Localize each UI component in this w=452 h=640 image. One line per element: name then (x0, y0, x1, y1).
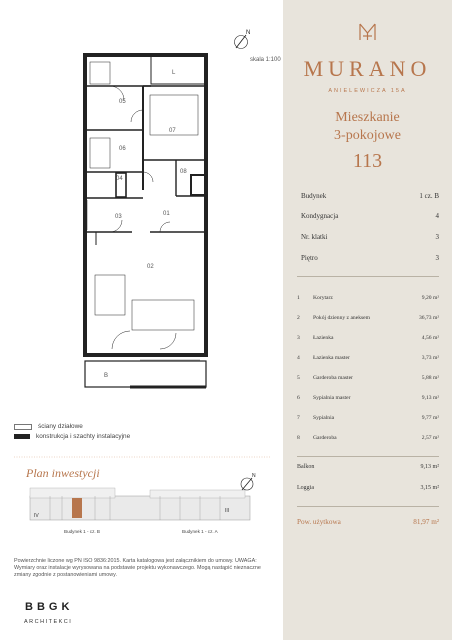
room-number: 5 (297, 375, 300, 381)
apartment-line2: 3-pokojowe (334, 128, 401, 143)
detail-label: Kondygnacja (301, 212, 339, 220)
room-row (297, 335, 439, 341)
investment-title: Plan inwestycji (26, 466, 100, 480)
total-row (297, 518, 439, 526)
room-name: Łazienka master (313, 355, 350, 361)
divider (297, 276, 439, 277)
extra-row (297, 464, 439, 470)
room-label-07: 07 (169, 128, 176, 134)
brand-name: MURANO (303, 56, 432, 81)
room-row (297, 435, 439, 441)
architect-subtitle: ARCHITEKCI (24, 619, 73, 625)
detail-row (301, 254, 439, 262)
disclaimer: Powierzchnie liczone wg PN ISO 9836:2015. Karta katalogowa jest załącznikiem do umowy. UWAGA: Wymiary oraz instalacje wyrysowana na podstawie projektu wykonawczego. Mogą nastąpić nieznaczne zmiany zgodnie z postanowieniami umowy. (14, 558, 261, 578)
extra-value: 9,13 m² (420, 464, 439, 470)
room-label-loggia: L (172, 70, 176, 76)
detail-value: 3 (435, 254, 439, 262)
north-label: N (246, 30, 251, 36)
room-name: Garderoba master (313, 375, 353, 381)
room-label-08: 08 (180, 169, 187, 175)
room-number: 6 (297, 395, 300, 401)
room-area: 9,20 m² (421, 295, 439, 301)
room-area: 9,77 m² (421, 415, 439, 421)
walls-swatch (14, 424, 32, 430)
roman-left: IV (34, 513, 39, 519)
detail-row (301, 233, 439, 241)
scale-label: skala 1:100 (250, 57, 281, 63)
room-label-01: 01 (163, 211, 170, 217)
divider (297, 506, 439, 507)
walls-label: ściany działowe (38, 423, 83, 430)
structure-swatch (14, 434, 30, 439)
room-number: 3 (297, 335, 300, 341)
detail-label: Piętro (301, 254, 318, 262)
detail-value: 1 cz. B (419, 192, 439, 200)
room-label-balcony: B (104, 373, 109, 379)
extra-label: Balkon (297, 464, 315, 470)
room-number: 1 (297, 295, 300, 301)
outer-walls (85, 55, 206, 355)
room-row (297, 355, 439, 361)
room-area: 36,73 m² (418, 315, 439, 321)
building-left-label: Budynek 1 - cz. B (64, 529, 101, 534)
room-area: 9,13 m² (421, 395, 439, 401)
detail-value: 3 (435, 233, 439, 241)
room-number: 4 (297, 355, 300, 361)
architect-logo: BBGK (25, 601, 74, 613)
extra-value: 3,15 m² (420, 485, 439, 491)
apartment-line1: Mieszkanie (335, 110, 400, 125)
legend-walls (14, 423, 83, 430)
room-area: 3,73 m² (421, 355, 439, 361)
room-number: 8 (297, 435, 300, 441)
total-value: 81,97 m² (413, 518, 439, 526)
detail-label: Nr. klatki (301, 233, 328, 241)
room-label-06: 06 (119, 146, 126, 152)
room-label-05: 05 (119, 99, 126, 105)
room-name: Korytarz (313, 295, 333, 301)
room-area: 5,88 m² (421, 375, 439, 381)
divider (297, 456, 439, 457)
murano-logo-icon (358, 22, 377, 42)
info-panel (283, 0, 452, 640)
room-number: 2 (297, 315, 300, 321)
room-label-04: 04 (116, 176, 123, 182)
detail-label: Budynek (301, 192, 327, 200)
room-row (297, 395, 439, 401)
room-row (297, 375, 439, 381)
extra-row (297, 485, 439, 491)
total-label: Pow. użytkowa (297, 518, 341, 526)
room-name: Sypialnia master (313, 395, 351, 401)
room-label-02: 02 (147, 264, 154, 270)
room-label-03: 03 (115, 214, 122, 220)
detail-row (301, 192, 439, 200)
room-name: Sypialnia (313, 415, 335, 421)
room-area: 4,56 m² (421, 335, 439, 341)
site-north-label: N (252, 473, 256, 479)
apartment-number: 113 (352, 150, 383, 172)
building-right-label: Budynek 1 - cz. A (182, 529, 218, 534)
legend-structure (14, 433, 130, 440)
roman-right: III (225, 508, 230, 514)
room-area: 2,57 m² (421, 435, 439, 441)
brand-address: ANIELEWICZA 15A (328, 88, 407, 94)
extra-label: Loggia (297, 485, 314, 491)
room-name: Garderoba (313, 435, 337, 441)
detail-value: 4 (435, 212, 439, 220)
detail-row (301, 212, 439, 220)
structure-label: konstrukcja i szachty instalacyjne (36, 433, 131, 440)
room-row (297, 295, 439, 301)
room-name: Pokój dzienny z aneksem (313, 315, 371, 321)
room-row (297, 315, 439, 321)
room-row (297, 415, 439, 421)
room-name: Łazienka (313, 335, 334, 341)
room-number: 7 (297, 415, 300, 421)
